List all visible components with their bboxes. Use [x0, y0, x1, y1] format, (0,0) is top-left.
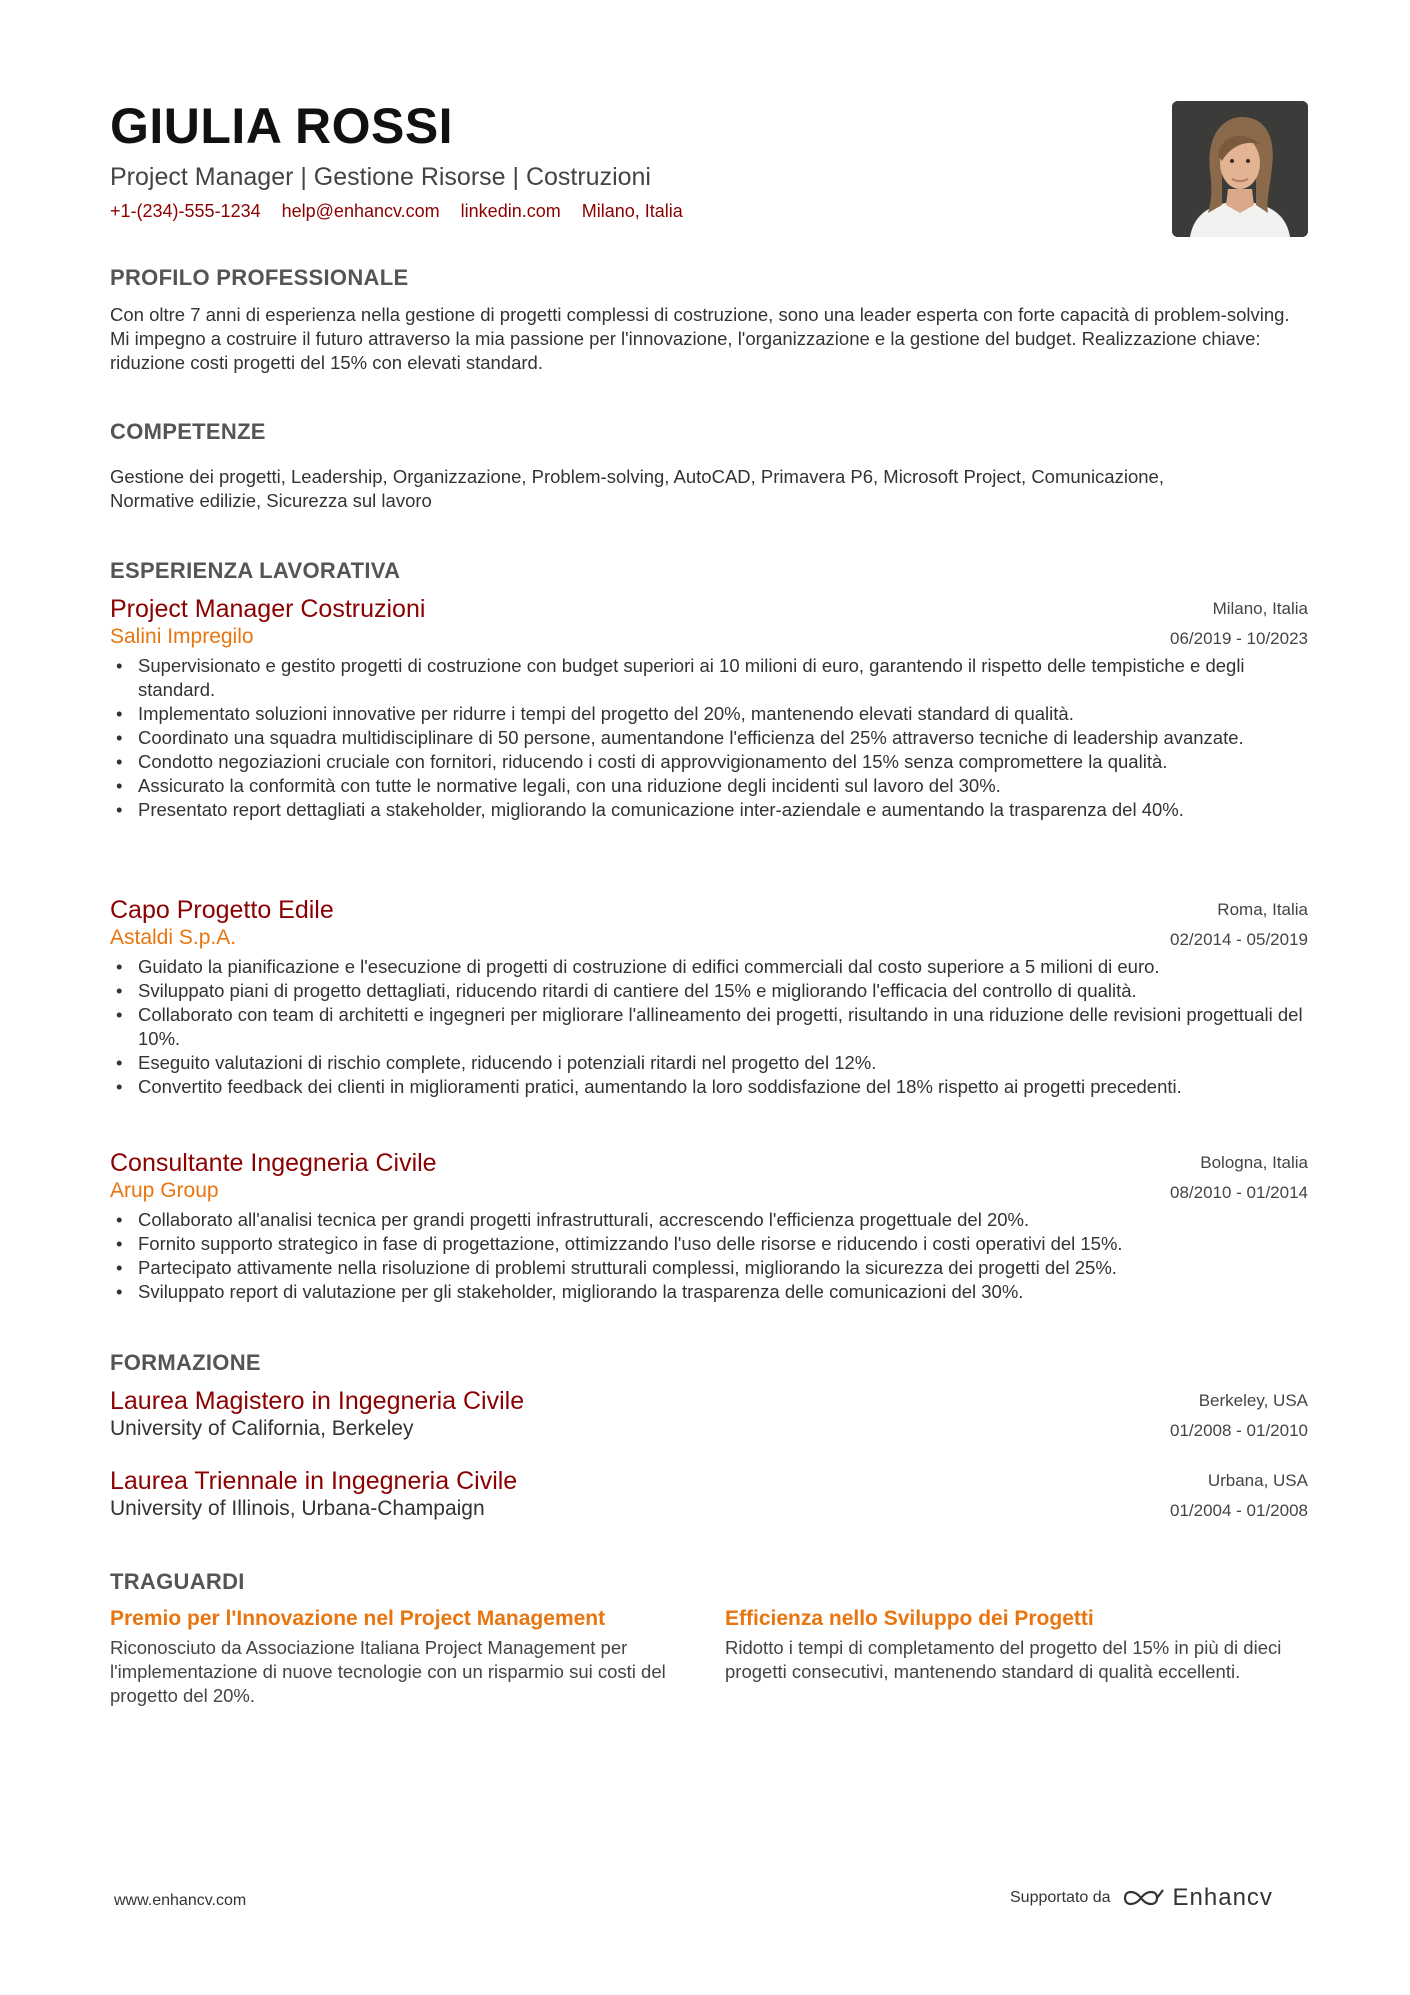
job-location: Roma, Italia [1217, 900, 1308, 919]
education-entry [110, 1466, 1308, 1522]
list-item: • Collaborato all'analisi tecnica per grandi progetti infrastrutturali, accrescendo l'efficienza progettuale del 20%. [110, 1208, 1308, 1232]
list-item: • Condotto negoziazioni cruciale con fornitori, riducendo i costi di approvvigionamento del 15% senza compromettere la qualità. [110, 750, 1308, 774]
job-location: Milano, Italia [1212, 599, 1308, 618]
achievement-desc: Ridotto i tempi di completamento del progetto del 15% in più di dieci progetti consecutivi, mantenendo standard di qualità eccellenti. [725, 1637, 1282, 1682]
achievement-item [725, 1606, 1300, 1684]
list-item: • Presentato report dettagliati a stakeholder, migliorando la comunicazione inter-aziendale e aumentando la trasparenza del 40%. [110, 798, 1308, 822]
education-school: University of California, Berkeley [110, 1417, 414, 1440]
education-entry [110, 1386, 1308, 1442]
achievements-section [110, 1569, 1308, 1595]
job-dates: 06/2019 - 10/2023 [1169, 629, 1308, 648]
job-title: Capo Progetto Edile [110, 896, 334, 924]
job-company: Astaldi S.p.A. [110, 926, 237, 949]
section-title: COMPETENZE [110, 419, 266, 444]
achievement-desc: Riconosciuto da Associazione Italiana Project Management per l'implementazione di nuove tecnologie con un risparmio sui costi del progetto del 20%. [110, 1637, 666, 1706]
achievement-title: Efficienza nello Sviluppo dei Progetti [725, 1607, 1094, 1630]
supported-by-label: Supportato da [1010, 1889, 1111, 1906]
resume-header [110, 96, 1160, 222]
job-title: Project Manager Costruzioni [110, 595, 426, 623]
achievement-title: Premio per l'Innovazione nel Project Management [110, 1607, 606, 1630]
candidate-tagline: Project Manager | Gestione Risorse | Costruzioni [110, 163, 651, 191]
education-degree: Laurea Triennale in Ingegneria Civile [110, 1467, 518, 1495]
education-location: Urbana, USA [1207, 1471, 1308, 1490]
linkedin-link[interactable]: linkedin.com [460, 201, 561, 221]
list-item: • Assicurato la conformità con tutte le normative legali, con una riduzione degli incidenti sul lavoro del 30%. [110, 774, 1308, 798]
email-link[interactable]: help@enhancv.com [281, 201, 440, 221]
achievement-item [110, 1606, 670, 1708]
candidate-name: GIULIA ROSSI [110, 98, 454, 154]
skills-section [110, 419, 1308, 513]
job-company: Arup Group [110, 1179, 219, 1202]
section-title: FORMAZIONE [110, 1350, 261, 1375]
skills-text: Gestione dei progetti, Leadership, Organizzazione, Problem-solving, AutoCAD, Primavera P6, Microsoft Project, Comunicazione, Normative edilizie, Sicurezza sul lavoro [110, 466, 1164, 511]
list-item: • Sviluppato piani di progetto dettagliati, riducendo ritardi di cantiere del 15% e migliorando l'efficacia del controllo di qualità. [110, 979, 1308, 1003]
job-bullets [110, 955, 1308, 1099]
job-title: Consultante Ingegneria Civile [110, 1149, 437, 1177]
section-title: PROFILO PROFESSIONALE [110, 265, 409, 290]
footer-branding [1010, 1880, 1273, 1916]
education-degree: Laurea Magistero in Ingegneria Civile [110, 1387, 525, 1415]
list-item: • Collaborato con team di architetti e ingegneri per migliorare l'allineamento dei progetti, risultando in una riduzione delle revisioni progettuali del 10%. [110, 1003, 1308, 1051]
list-item: • Guidato la pianificazione e l'esecuzione di progetti di costruzione di edifici commerciali dal costo superiore a 5 milioni di euro. [110, 955, 1308, 979]
profile-section [110, 265, 1308, 375]
experience-section [110, 558, 1308, 584]
profile-photo [1172, 101, 1308, 237]
education-dates: 01/2004 - 01/2008 [1169, 1501, 1308, 1520]
contact-info [110, 200, 1160, 222]
footer-website[interactable]: www.enhancv.com [114, 1892, 247, 1909]
list-item: • Supervisionato e gestito progetti di costruzione con budget superiori ai 10 milioni di euro, garantendo il rispetto delle tempistiche e degli standard. [110, 654, 1308, 702]
section-title: ESPERIENZA LAVORATIVA [110, 558, 401, 583]
list-item: • Convertito feedback dei clienti in miglioramenti pratici, aumentando la loro soddisfazione del 18% rispetto ai progetti precedenti. [110, 1075, 1308, 1099]
enhancv-logo-icon [1121, 1886, 1165, 1910]
enhancv-brand: Enhancv [1172, 1884, 1273, 1911]
list-item: • Coordinato una squadra multidisciplinare di 50 persone, aumentandone l'efficienza del 25% attraverso tecniche di leadership avanzate. [110, 726, 1308, 750]
list-item: • Sviluppato report di valutazione per gli stakeholder, migliorando la trasparenza delle comunicazioni del 30%. [110, 1280, 1308, 1304]
list-item: • Implementato soluzioni innovative per ridurre i tempi del progetto del 20%, mantenendo elevati standard di qualità. [110, 702, 1308, 726]
job-company: Salini Impregilo [110, 625, 254, 648]
job-location: Bologna, Italia [1200, 1153, 1308, 1172]
location-text: Milano, Italia [581, 201, 683, 221]
section-title: TRAGUARDI [110, 1569, 245, 1594]
phone-link[interactable]: +1-(234)-555-1234 [110, 201, 261, 221]
list-item: • Fornito supporto strategico in fase di progettazione, ottimizzando l'uso delle risorse e riducendo i costi operativi del 15%. [110, 1232, 1308, 1256]
education-location: Berkeley, USA [1198, 1391, 1308, 1410]
education-dates: 01/2008 - 01/2010 [1169, 1421, 1308, 1440]
job-dates: 02/2014 - 05/2019 [1169, 930, 1308, 949]
list-item: • Partecipato attivamente nella risoluzione di problemi strutturali complessi, migliorando la sicurezza dei progetti del 25%. [110, 1256, 1308, 1280]
job-entry [110, 895, 1308, 1099]
profile-text: Con oltre 7 anni di esperienza nella gestione di progetti complessi di costruzione, sono una leader esperta con forte capacità di problem-solving. Mi impegno a costruire il futuro attraverso la mia passione per l'innovazione, l'organizzazione e la gestione del budget. Realizzazione chiave: riduzione costi progetti del 15% con elevati standard. [110, 304, 1290, 373]
job-dates: 08/2010 - 01/2014 [1169, 1183, 1308, 1202]
portrait-icon [1172, 101, 1308, 237]
education-section [110, 1350, 1308, 1376]
education-school: University of Illinois, Urbana-Champaign [110, 1497, 485, 1520]
job-bullets [110, 654, 1308, 822]
list-item: • Eseguito valutazioni di rischio complete, riducendo i potenziali ritardi nel progetto del 12%. [110, 1051, 1308, 1075]
job-bullets [110, 1208, 1308, 1304]
job-entry [110, 594, 1308, 822]
job-entry [110, 1148, 1308, 1304]
